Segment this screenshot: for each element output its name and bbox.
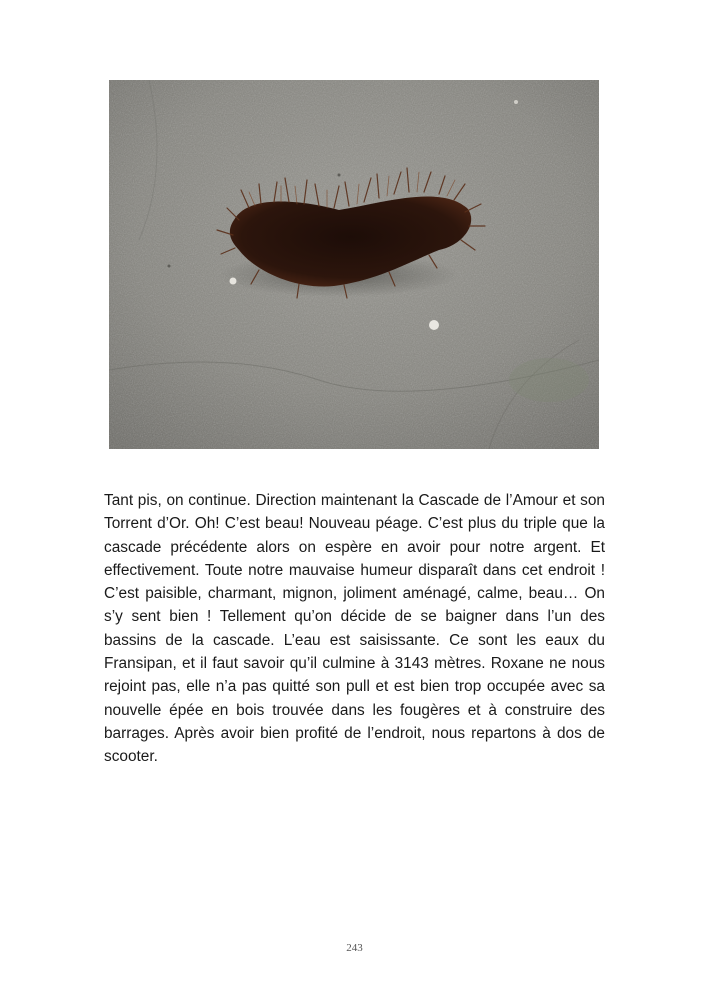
caterpillar-photo bbox=[109, 80, 599, 449]
page-number: 243 bbox=[346, 942, 363, 954]
body-paragraph: Tant pis, on continue. Direction maintenant la Cascade de l’Amour et son Torrent d’Or. Oh! C’est beau! Nouveau péage. C’est plus du triple que la cascade précédente alors on espère en avoir pour notre argent. Et effectivement. Toute notre mauvaise humeur disparaît dans cet endroit ! C’est paisible, charmant, mignon, joliment aménagé, calme, beau… On s’y sent bien ! Tellement qu’on décide de se baigner dans l’un des bassins de la cascade. L’eau est saisissante. Ce sont les eaux du Fransipan, et il faut savoir qu’il culmine à 3143 mètres. Roxane ne nous rejoint pas, elle n’a pas quitté son pull et est bien trop occupée avec sa nouvelle épée en bois trouvée dans les fougères et à construire des barrages. Après avoir bien profité de l’endroit, nous repartons à dos de scooter. bbox=[104, 492, 605, 766]
